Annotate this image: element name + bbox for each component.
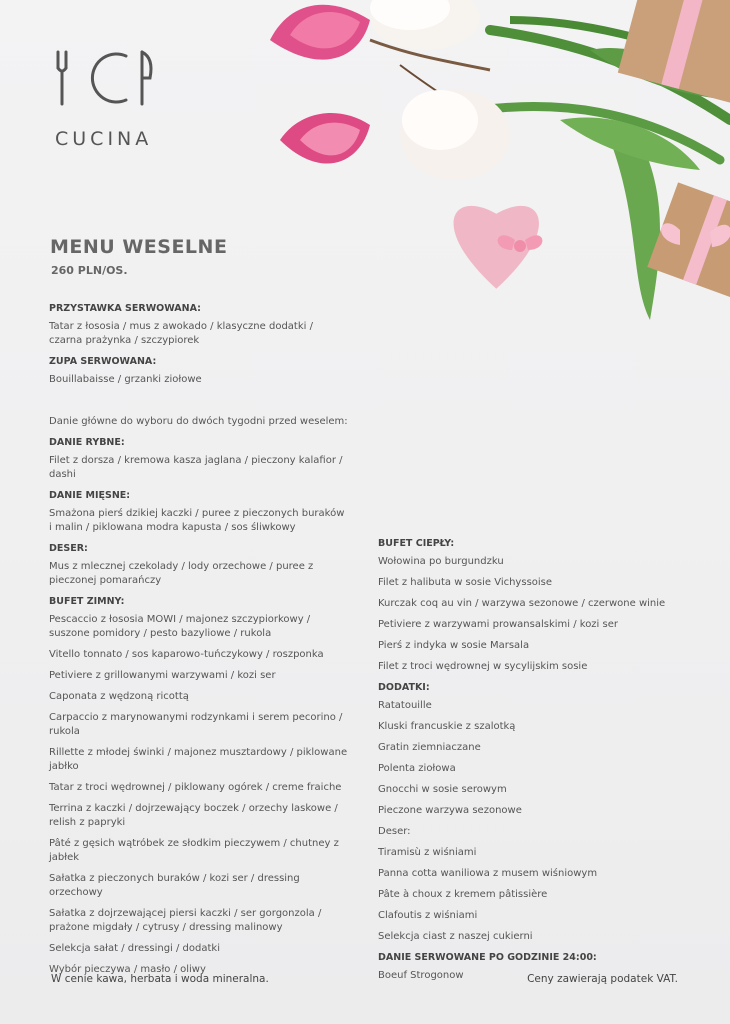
footer-vat-note: Ceny zawierają podatek VAT. (527, 973, 678, 985)
menu-item: Selekcja ciast z naszej cukierni (378, 931, 533, 942)
menu-item: Terrina z kaczki / dojrzewający boczek / orzechy laskowe / relish z papryki (49, 803, 338, 828)
fork-knife-logo-icon (54, 48, 164, 108)
menu-title: MENU WESELNE (50, 236, 228, 258)
menu-item: Clafoutis z wiśniami (378, 910, 478, 921)
menu-item: Sałatka z dojrzewającej piersi kaczki / ser gorgonzola / prażone migdały / cytrusy / dressing malinowy (49, 908, 322, 933)
menu-item: Petiviere z grillowanymi warzywami / kozi ser (49, 670, 276, 681)
menu-spacer (49, 394, 349, 408)
restaurant-logo (54, 48, 174, 108)
footer-note: W cenie kawa, herbata i woda mineralna. (51, 973, 269, 985)
menu-item: Ratatouille (378, 700, 432, 711)
menu-item: Deser: (378, 826, 411, 837)
menu-section-heading: DANIE SERWOWANE PO GODZINIE 24:00: (378, 952, 597, 963)
menu-item: Filet z troci wędrownej w sycylijskim sosie (378, 661, 588, 672)
menu-item: Rillette z młodej świnki / majonez musztardowy / piklowane jabłko (49, 747, 348, 772)
menu-section-heading: BUFET ZIMNY: (49, 596, 125, 607)
menu-item: Tatar z troci wędrownej / piklowany ogórek / creme fraiche (49, 782, 342, 793)
menu-item: Caponata z wędzoną ricottą (49, 691, 189, 702)
menu-section-heading: DODATKI: (378, 682, 430, 693)
menu-item: Petiviere z warzywami prowansalskimi / kozi ser (378, 619, 618, 630)
menu-section-heading: ZUPA SERWOWANA: (49, 356, 157, 367)
menu-item: Filet z halibuta w sosie Vichyssoise (378, 577, 553, 588)
menu-section-heading: DANIE RYBNE: (49, 437, 125, 448)
menu-item: Pâte à choux z kremem pâtissière (378, 889, 548, 900)
menu-section-heading: PRZYSTAWKA SERWOWANA: (49, 303, 201, 314)
menu-price: 260 PLN/OS. (51, 264, 128, 277)
menu-item: Gnocchi w sosie serowym (378, 784, 507, 795)
menu-item: Kurczak coq au vin / warzywa sezonowe / czerwone winie (378, 598, 666, 609)
menu-item: Pierś z indyka w sosie Marsala (378, 640, 530, 651)
menu-item: Boeuf Strogonow (378, 970, 464, 981)
menu-item: Panna cotta waniliowa z musem wiśniowym (378, 868, 598, 879)
menu-section-heading: BUFET CIEPŁY: (378, 538, 455, 549)
menu-item: Gratin ziemniaczane (378, 742, 481, 753)
menu-left-column (49, 302, 349, 984)
menu-item: Filet z dorsza / kremowa kasza jaglana / pieczony kalafior / dashi (49, 455, 343, 480)
menu-section-heading: DANIE MIĘSNE: (49, 490, 131, 501)
menu-item: Carpaccio z marynowanymi rodzynkami i serem pecorino / rukola (49, 712, 343, 737)
menu-item: Bouillabaisse / grzanki ziołowe (49, 374, 202, 385)
menu-item: Pieczone warzywa sezonowe (378, 805, 522, 816)
menu-item: Sałatka z pieczonych buraków / kozi ser / dressing orzechowy (49, 873, 300, 898)
menu-item: Mus z mlecznej czekolady / lody orzechowe / puree z pieczonej pomarańczy (49, 561, 314, 586)
menu-item: Pâté z gęsich wątróbek ze słodkim pieczywem / chutney z jabłek (49, 838, 339, 863)
menu-item: Wybór pieczywa / masło / oliwy (49, 964, 206, 975)
menu-item: Tatar z łososia / mus z awokado / klasyczne dodatki / czarna prażynka / szczypiorek (49, 321, 313, 346)
menu-item: Polenta ziołowa (378, 763, 456, 774)
menu-item: Wołowina po burgundzku (378, 556, 504, 567)
menu-item: Smażona pierś dzikiej kaczki / puree z pieczonych buraków i malin / piklowana modra kapusta / sos śliwkowy (49, 508, 345, 533)
menu-item: Tiramisù z wiśniami (378, 847, 477, 858)
brand-name: CUCINA (55, 128, 153, 150)
menu-item: Pescaccio z łososia MOWI / majonez szczypiorkowy / suszone pomidory / pesto bazyliowe / rukola (49, 614, 311, 639)
menu-item: Selekcja sałat / dressingi / dodatki (49, 943, 220, 954)
menu-section-heading: DESER: (49, 543, 88, 554)
menu-item: Vitello tonnato / sos kaparowo-tuńczykowy / roszponka (49, 649, 324, 660)
menu-item: Danie główne do wyboru do dwóch tygodni przed weselem: (49, 416, 348, 427)
menu-item: Kluski francuskie z szalotką (378, 721, 516, 732)
flowers-gifts-decoration (260, 0, 730, 340)
menu-right-column (378, 537, 678, 990)
